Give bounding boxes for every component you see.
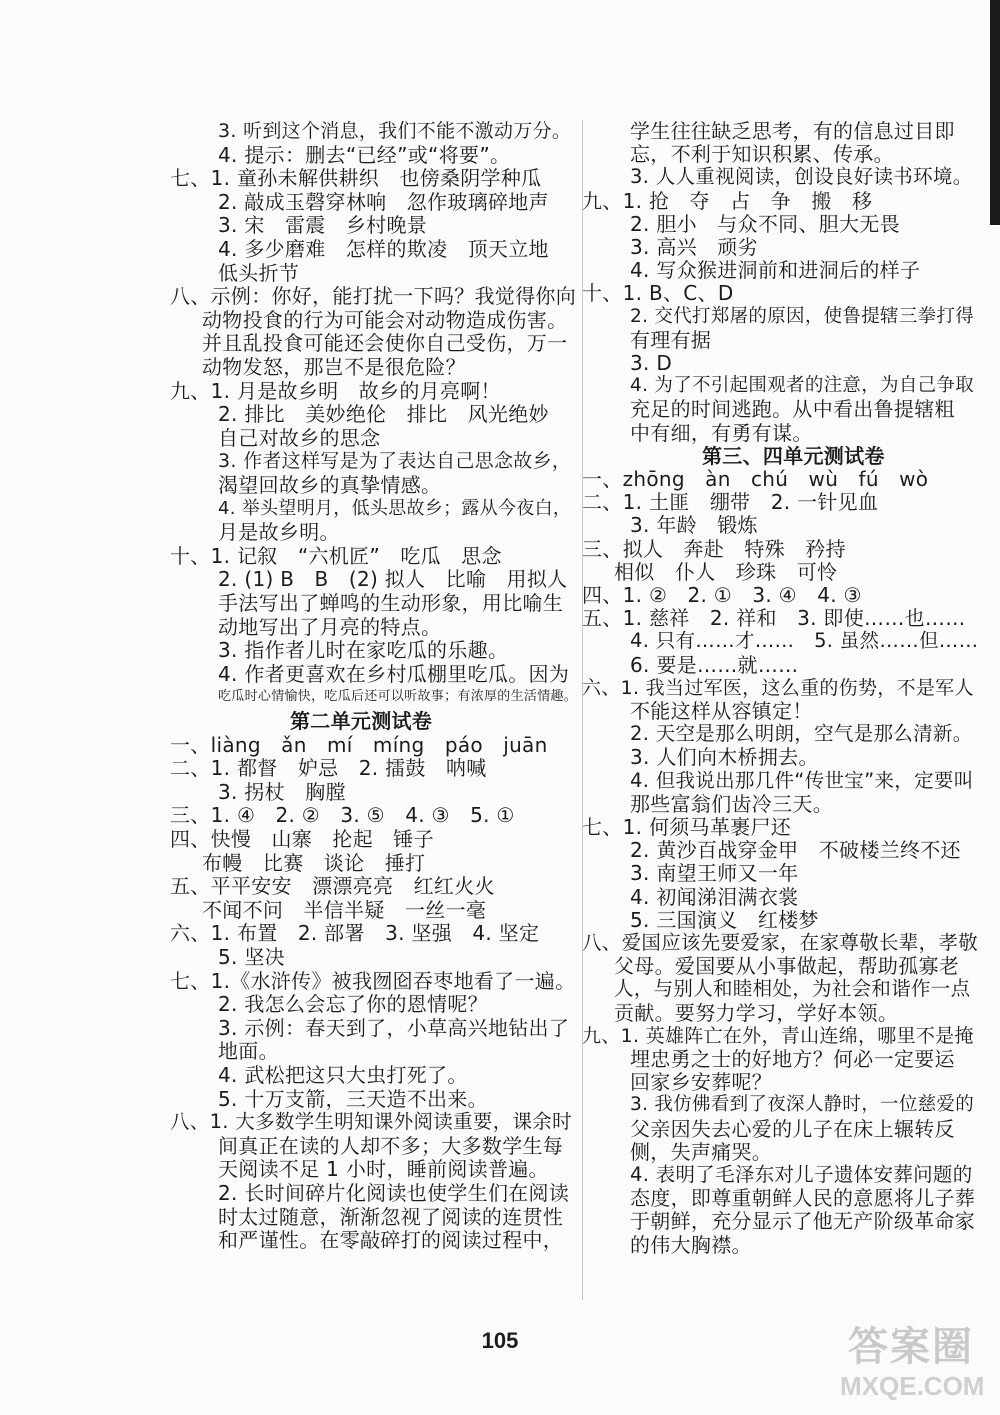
answer-line: 2. 交代打郑屠的原因，使鲁提辖三拳打得 [630,305,975,327]
answer-line: 3. D [630,351,673,375]
answer-line: 忘，不利于知识积累、传承。 [630,142,894,167]
answer-line: 九、1. 抢 夺 占 争 搬 移 [582,188,873,213]
answer-line: 5. 三国演义 红楼梦 [630,907,819,932]
answer-line: 六、1. 我当过军医，这么重的伤势，不是军人 [582,676,974,699]
answer-line: 五、平平安安 漂漂亮亮 红红火火 [170,874,495,899]
answer-line: 父母。爱国要从小事做起，帮助孤寡老 [614,954,960,979]
answer-line: 相似 仆人 珍珠 可怜 [614,559,838,584]
answer-line: 天阅读不足 1 小时，睡前阅读普遍。 [218,1157,549,1182]
answer-line: 二、1. 土匪 绷带 2. 一针见血 [582,490,879,515]
answer-line: 并且乱投食可能还会使你自己受伤，万一 [202,331,568,356]
answer-line: 于朝鲜，充分显示了他无产阶级革命家 [630,1209,976,1234]
answer-line: 九、1. 英雄阵亡在外，青山连绵，哪里不是掩 [582,1024,974,1047]
answer-line: 3. 人人重视阅读，创设良好读书环境。 [630,165,973,189]
answer-line: 九、1. 月是故乡明 故乡的月亮啊！ [170,378,501,403]
answer-line: 6. 要是……就…… [630,652,799,677]
answer-line: 七、1. 童孙未解供耕织 也傍桑阴学种瓜 [170,166,542,191]
answer-line: 自己对故乡的思念 [218,425,381,450]
answer-line: 4. 写众猴进洞前和进洞后的样子 [630,258,921,283]
answer-line: 人，与别人和睦相处，为社会和谐作一点 [614,977,971,1001]
answer-line: 七、1.《水浒传》被我囫囵吞枣地看了一遍。 [170,968,576,993]
answer-line: 间真正在读的人却不多；大多数学生每 [218,1133,564,1158]
answer-line: 月是故乡明。 [218,520,340,545]
answer-line: 2. 天空是那么明朗，空气是那么清新。 [630,722,973,746]
answer-line: 4. 初闻涕泪满衣裳 [630,884,799,909]
answer-line: 3. 指作者儿时在家吃瓜的乐趣。 [218,638,509,663]
answer-line: 2. 我怎么会忘了你的恩情呢？ [218,992,488,1017]
answer-line: 回家乡安葬呢？ [630,1070,773,1095]
answer-line: 3. 南望王师又一年 [630,861,799,886]
answer-line: 2. 黄沙百战穿金甲 不破楼兰终不还 [630,838,961,863]
answer-line: 八、示例：你好，能打扰一下吗？我觉得你向 [170,284,576,309]
answer-line: 五、1. 慈祥 2. 祥和 3. 即使……也…… [582,606,966,631]
answer-line: 一、liàng ǎn mí míng páo juān [170,732,548,757]
answer-line: 十、1. B、C、D [582,281,734,306]
answer-line: 十、1. 记叙 “六机匠” 吃瓜 思念 [170,543,502,568]
answer-line: 四、1. ② 2. ① 3. ④ 4. ③ [582,583,862,607]
answer-line: 一、zhōng àn chú wù fú wò [582,467,929,491]
answer-line: 四、快慢 山寨 抡起 锤子 [170,827,434,851]
answer-line: 七、1. 何须马革裹尸还 [582,815,792,839]
page-edge-shadow [990,0,1000,225]
answer-line: 二、1. 都督 妒忌 2. 擂鼓 呐喊 [170,756,487,781]
answer-line: 态度，即尊重朝鲜人民的意愿将儿子葬 [630,1186,976,1211]
answer-line: 4. 但我说出那几件“传世宝”来，定要叫 [630,768,974,792]
answer-line: 手法写出了蝉鸣的生动形象，用比喻生 [218,591,564,615]
answer-line: 中有细，有勇有谋。 [630,420,813,445]
answer-line: 2. 胆小 与众不同、胆大无畏 [630,211,900,236]
answer-line: 4. 表明了毛泽东对儿子遗体安葬问题的 [630,1163,973,1186]
watermark-url: MXQE.COM [840,1371,985,1401]
answer-line: 不闻不问 半信半疑 一丝一毫 [202,897,487,922]
answer-line: 八、1. 大多数学生明知课外阅读重要，课余时 [170,1110,572,1134]
answer-line: 动物投食的行为可能会对动物造成伤害。 [202,307,568,332]
answer-line: 动物发怒，那岂不是很危险？ [202,355,466,379]
answer-line: 4. 作者更喜欢在乡村瓜棚里吃瓜。因为 [218,661,570,686]
answer-line: 布幔 比赛 谈论 捶打 [202,850,426,875]
watermark-text: 答案圈 [848,1324,974,1370]
answer-line: 的伟大胸襟。 [630,1232,752,1257]
answer-line: 4. 多少磨难 怎样的欺凌 顶天立地 [218,237,549,261]
answer-line: 4. 提示：删去“已经”或“将要”。 [218,142,511,167]
answer-line: 那些富翁们齿冷三天。 [630,791,833,816]
answer-line: 三、1. ④ 2. ② 3. ⑤ 4. ③ 5. ① [170,803,515,828]
answer-line: 3. 年龄 锻炼 [630,513,758,538]
answer-line: 学生往往缺乏思考，有的信息过目即 [630,119,955,143]
answer-line: 低头折节 [218,260,300,285]
answer-line: 贡献。要努力学习，学好本领。 [614,1000,899,1025]
answer-line: 2. 排比 美妙绝伦 排比 风光绝妙 [218,402,549,427]
answer-line: 3. 作者这样写是为了表达自己思念故乡， [218,450,572,473]
answer-line: 4. 只有……才…… 5. 虽然……但…… [630,629,979,653]
answer-line: 时太过随意，渐渐忽视了阅读的连贯性 [218,1204,564,1229]
section-heading: 第三、四单元测试卷 [702,443,885,468]
answer-line: 父亲因失去心爱的儿子在床上辗转反 [630,1116,955,1141]
answer-line: 2. 长时间碎片化阅读也使学生们在阅读 [218,1181,570,1205]
answer-line: 有理有据 [630,327,712,352]
answer-line: 5. 坚决 [218,945,285,969]
answer-line: 3. 宋 雷震 乡村晚景 [218,213,428,238]
answer-line: 3. 听到这个消息，我们不能不激动万分。 [218,120,572,142]
answer-line: 地面。 [218,1039,279,1064]
answer-line: 六、1. 布置 2. 部署 3. 坚强 4. 坚定 [170,921,540,946]
answer-line: 3. 拐杖 胸膛 [218,779,346,804]
answer-line: 不能这样从容镇定！ [630,699,813,723]
answer-line: 三、拟人 奔赴 特殊 矜持 [582,536,846,561]
answer-line: 侧，失声痛哭。 [630,1139,773,1164]
section-heading: 第二单元测试卷 [290,709,433,733]
answer-line: 充足的时间逃跑。从中看出鲁提辖粗 [630,397,955,422]
answer-line: 动地写出了月亮的特点。 [218,614,442,639]
answer-line: 渴望回故乡的真挚情感。 [218,473,442,497]
answer-line: 5. 十万支箭，三天造不出来。 [218,1086,488,1111]
answer-line: 4. 举头望明月，低头思故乡；露从今夜白， [218,497,572,519]
answer-line: 八、爱国应该先要爱家，在家尊敬长辈，孝敬 [582,931,979,954]
answer-line: 3. 人们向木桥拥去。 [630,745,819,770]
answer-line: 埋忠勇之士的好地方？何必一定要运 [630,1047,955,1071]
answer-line: 3. 示例：春天到了，小草高兴地钻出了 [218,1015,570,1040]
answer-line: 2. (1) B B (2) 拟人 比喻 用拟人 [218,567,568,592]
page-number: 105 [481,1328,519,1353]
watermark-logo [832,1313,992,1409]
answer-line: 4. 为了不引起围观者的注意，为自己争取 [630,375,975,397]
answer-line: 吃瓜时心情愉快，吃瓜后还可以听故事；有浓厚的生活情趣。 [218,689,578,705]
answer-line: 4. 武松把这只大虫打死了。 [218,1063,468,1087]
answer-line: 3. 高兴 顽劣 [630,235,758,259]
answer-line: 和严谨性。在零敲碎打的阅读过程中， [218,1228,564,1253]
answer-line: 3. 我仿佛看到了夜深人静时，一位慈爱的 [630,1094,975,1116]
answer-line: 2. 敲成玉磬穿林响 忽作玻璃碎地声 [218,189,549,214]
